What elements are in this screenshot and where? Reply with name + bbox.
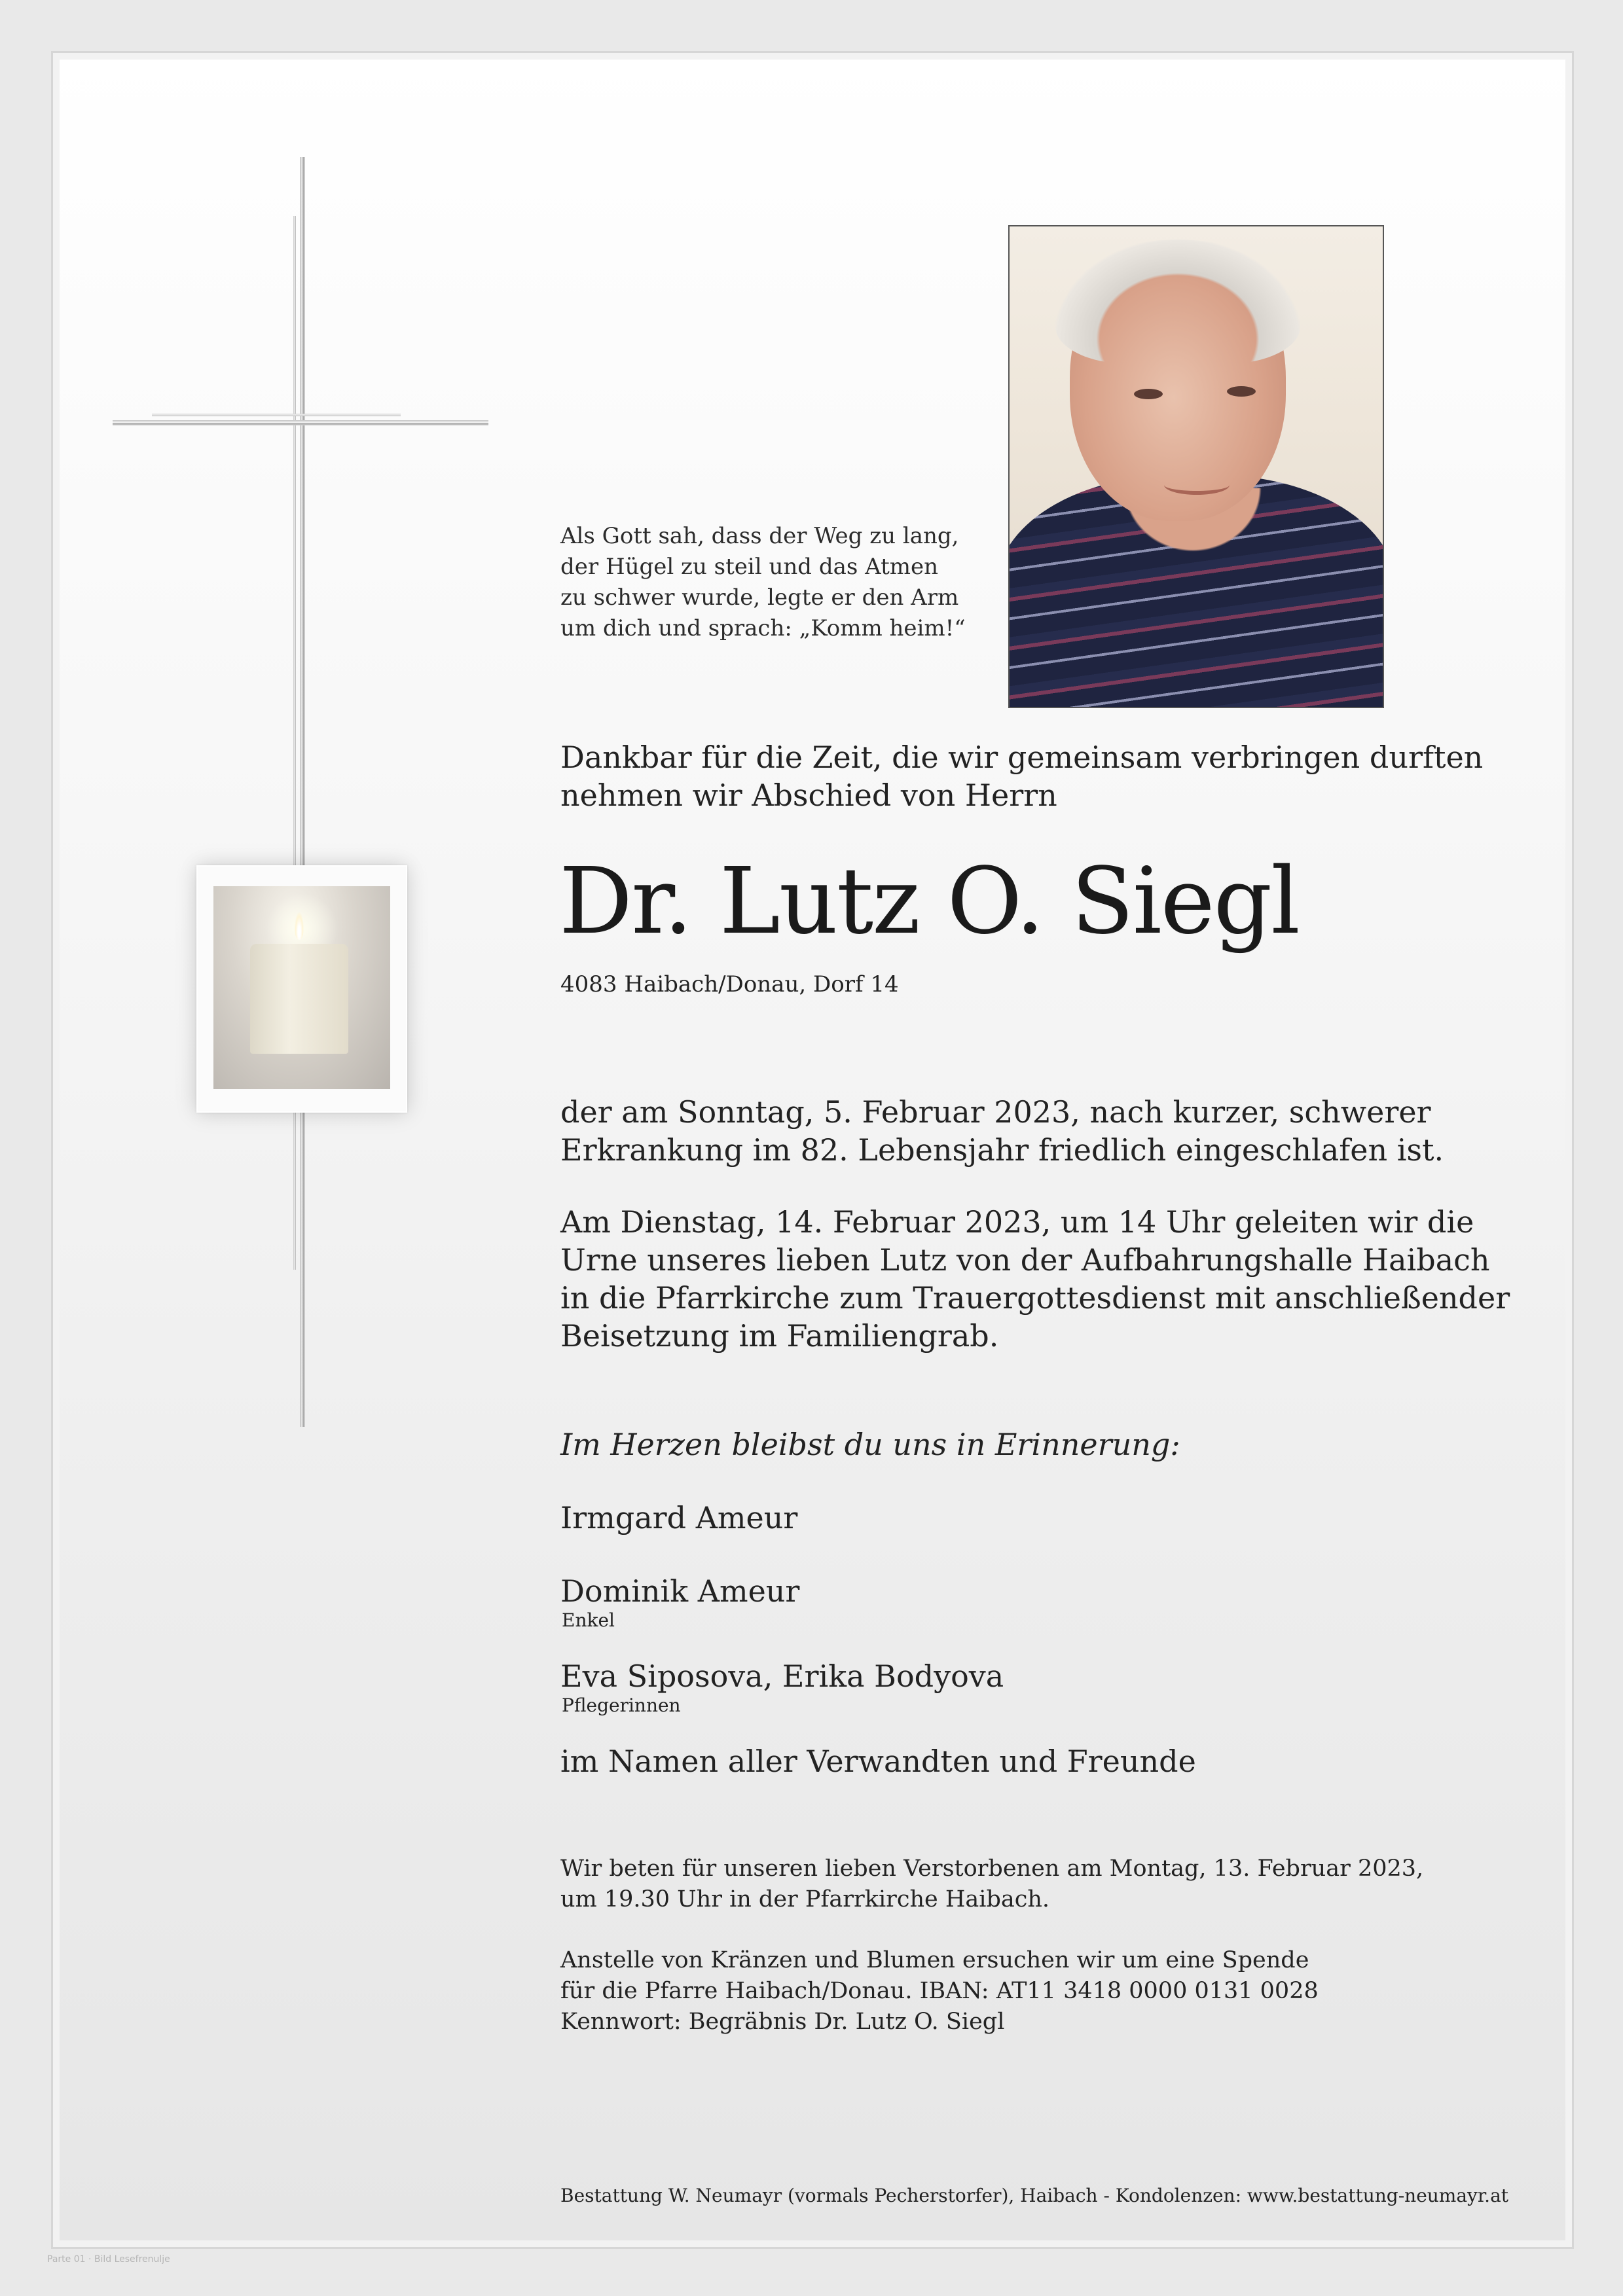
death-notice [560,1093,1444,1169]
intro-text [560,738,1483,814]
prayer-line: Wir beten für unseren lieben Verstorbenen am Montag, 13. Februar 2023, [560,1856,1424,1882]
donation-line: Kennwort: Begräbnis Dr. Lutz O. Siegl [560,2009,1005,2035]
prayer-line: um 19.30 Uhr in der Pfarrkirche Haibach. [560,1886,1049,1912]
candle-flame-icon [295,912,304,940]
remembrance-line: Im Herzen bleibst du uns in Erinnerung: [560,1427,1180,1462]
funeral-line: Am Dienstag, 14. Februar 2023, um 14 Uhr geleiten wir die [560,1204,1474,1240]
mourner-relation: Pflegerinnen [562,1695,681,1716]
portrait-eye-left [1134,389,1163,399]
donation-notice [560,1945,1319,2037]
funeral-line: Urne unseres lieben Lutz von der Aufbahrungshalle Haibach [560,1242,1490,1278]
poem [560,521,966,644]
prayer-notice [560,1854,1423,1915]
poem-line: der Hügel zu steil und das Atmen [560,554,939,580]
cross-horizontal-bar [113,420,488,425]
portrait-eye-right [1227,386,1256,397]
portrait-hair [1055,240,1300,364]
portrait-smile [1164,475,1230,495]
intro-line: nehmen wir Abschied von Herrn [560,778,1057,813]
funeral-line: in die Pfarrkirche zum Trauergottesdienst mit anschließender [560,1280,1510,1316]
cross-vertical-bar [300,157,305,1427]
mourner-name: Eva Siposova, Erika Bodyova [560,1659,1004,1694]
candle-image-frame [196,865,407,1113]
donation-line: für die Pfarre Haibach/Donau. IBAN: AT11 3418 0000 0131 0028 [560,1978,1319,2004]
funeral-details [560,1203,1510,1355]
candle-image [213,886,390,1089]
portrait-photo [1008,225,1384,708]
death-notice-line: der am Sonntag, 5. Februar 2023, nach kurzer, schwerer [560,1094,1431,1130]
mourner-name: Irmgard Ameur [560,1500,798,1535]
mourner-name: Dominik Ameur [560,1573,800,1609]
poem-line: um dich und sprach: „Komm heim!“ [560,615,966,641]
poem-line: Als Gott sah, dass der Weg zu lang, [560,523,959,549]
deceased-address: 4083 Haibach/Donau, Dorf 14 [560,971,899,997]
cross-horizontal-shadow [152,414,401,416]
intro-line: Dankbar für die Zeit, die wir gemeinsam verbringen durften [560,740,1484,775]
poem-line: zu schwer wurde, legte er den Arm [560,584,959,611]
funeral-line: Beisetzung im Familiengrab. [560,1318,999,1354]
mourner-relation: Enkel [562,1609,615,1631]
donation-line: Anstelle von Kränzen und Blumen ersuchen wir um eine Spende [560,1947,1309,1973]
closing-line: im Namen aller Verwandten und Freunde [560,1744,1196,1779]
funeral-home-footer: Bestattung W. Neumayr (vormals Pecherstorfer), Haibach - Kondolenzen: www.bestattung-neumayr.at [560,2185,1509,2206]
deceased-name: Dr. Lutz O. Siegl [559,848,1299,955]
death-notice-line: Erkrankung im 82. Lebensjahr friedlich eingeschlafen ist. [560,1132,1444,1168]
print-mark: Parte 01 · Bild Lesefrenulje [47,2254,170,2265]
candle-icon [250,944,348,1054]
